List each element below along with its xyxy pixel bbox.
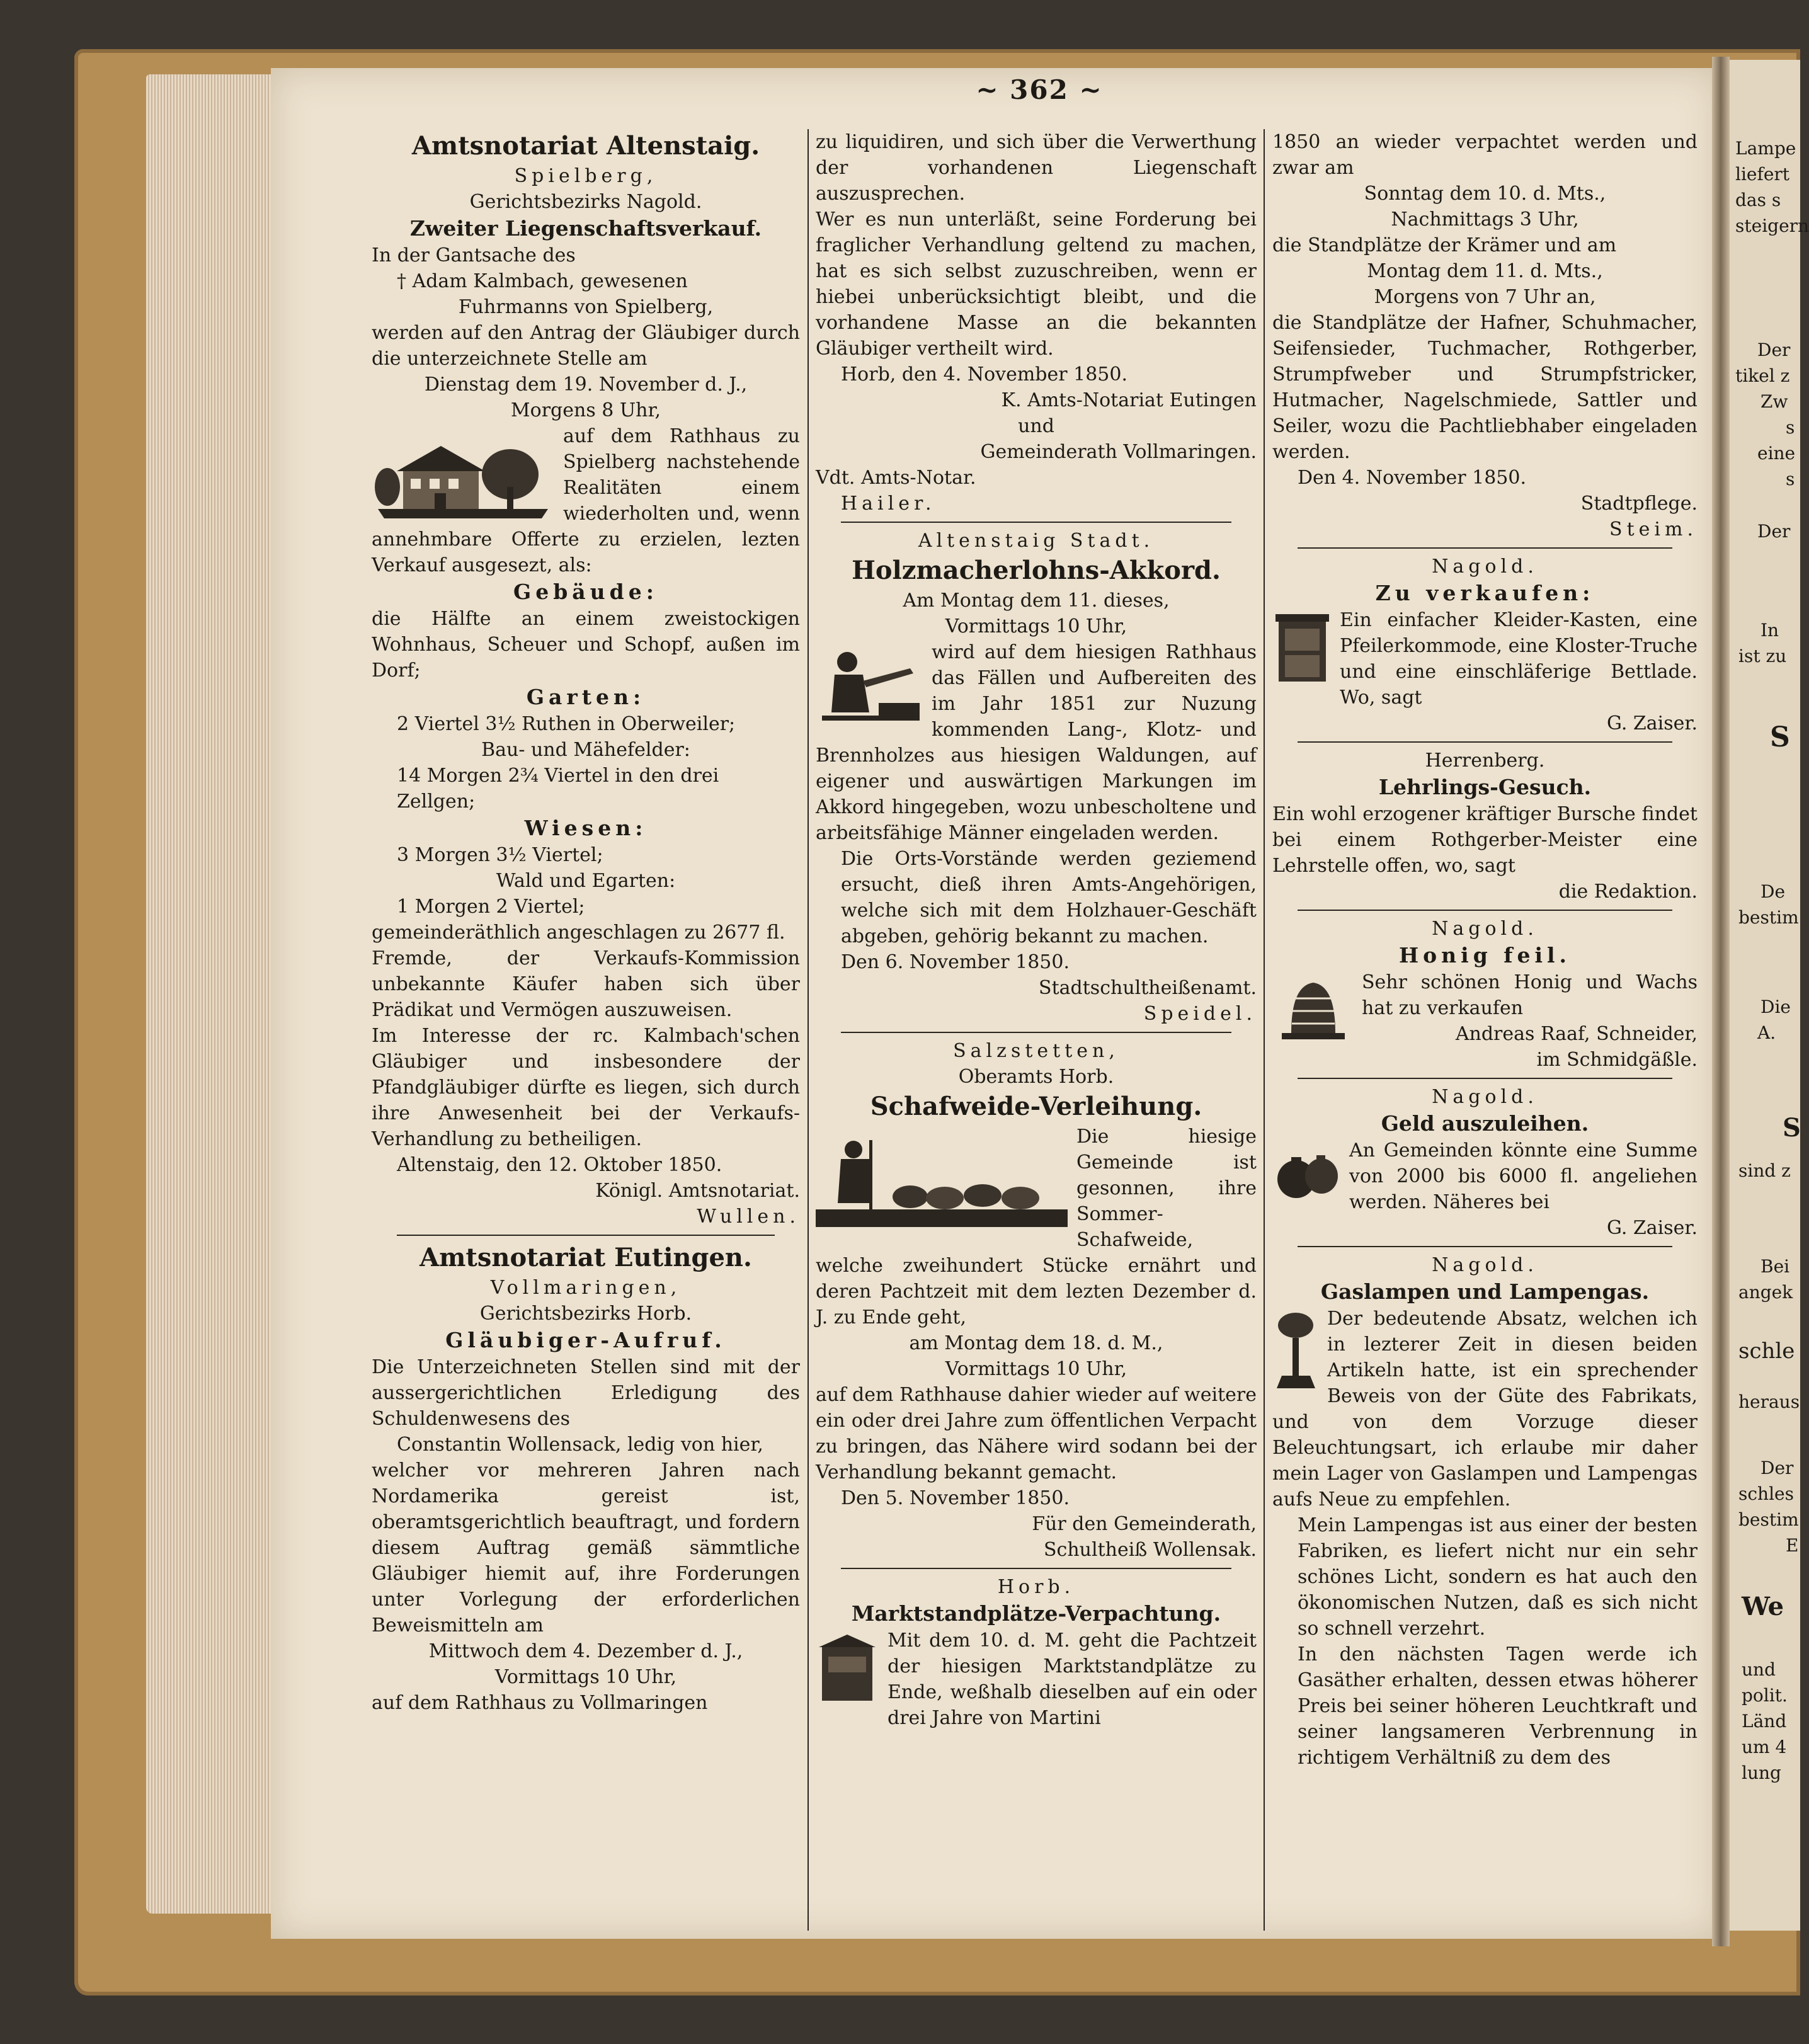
section-text: 1 Morgen 2 Viertel; [397,896,585,918]
text-line: Fuhrmanns von Spielberg, [458,296,714,318]
paragraph: 1850 an wieder verpachtet werden und zwar am [1272,131,1698,179]
notice-heading: Schafweide-Verleihung. [870,1092,1202,1121]
paragraph: zu liquidiren, und sich über die Verwerthung der vorhandenen Liegenschaft auszusprechen. [816,131,1257,205]
notice-altenstaig [372,129,800,1230]
edge-fragment: bestim [1738,907,1799,928]
merchant-address: im Schmidgäßle. [1536,1049,1698,1071]
office: Gemeinderath Vollmaringen. [980,441,1257,463]
edge-fragment: Lampe [1735,138,1796,159]
notice-eutingen-continued [816,129,1257,517]
column-2 [816,129,1257,1731]
auction-date: Dienstag dem 19. November d. J., [424,374,748,396]
edge-fragment: De [1760,881,1786,902]
section-text: 14 Morgen 2¾ Viertel in den drei Zellgen; [397,765,719,813]
office: K. Amts-Notariat Eutingen [1001,389,1257,411]
gas-lamp-vignette-icon [1272,1310,1320,1391]
edge-fragment: heraus [1738,1391,1800,1412]
text-line: Sonntag dem 10. d. Mts., [1364,183,1606,205]
office: Königl. Amtsnotariat. [595,1180,800,1202]
notice-divider [841,522,1231,523]
edge-fragment: Die [1760,996,1791,1017]
beehive-vignette-icon [1272,973,1354,1042]
notice-honig [1272,916,1698,1073]
notice-lehrling [1272,748,1698,905]
paragraph: auf dem Rathhause dahier wieder auf weitere ein oder drei Jahre zum öffentlichen Verpacht zu bringen, das Nähere wird sodann bei der Verhandlung bekannt gemacht. [816,1384,1257,1483]
edge-fragment: A. [1757,1022,1776,1043]
text-line: Vormittags 10 Uhr, [945,615,1127,637]
paragraph: werden auf den Antrag der Gläubiger durch die unterzeichnete Stelle am [372,322,800,370]
edge-fragment: E [1786,1535,1799,1556]
notice-divider [841,1568,1231,1569]
edge-fragment: S [1783,1113,1801,1143]
notice-place: Horb. [997,1576,1075,1598]
edge-fragment: und [1742,1659,1776,1680]
edge-fragment: sind z [1738,1160,1791,1181]
edge-fragment: tikel z [1735,365,1790,386]
paragraph: Im Interesse der rc. Kalmbach'schen Gläubiger und insbesondere der Pfandgläubiger dürfte es liegen, sich durch ihre Anwesenheit bei der Verkaufs-Verhandlung zu betheiligen. [372,1025,800,1150]
dateline: Den 4. November 1850. [1298,467,1527,489]
edge-fragment: In [1760,620,1779,641]
notice-schafweide [816,1038,1257,1563]
notice-place: Nagold. [1432,556,1538,578]
section-label: Wald und Egarten: [496,870,676,892]
edge-fragment: schles [1738,1483,1794,1504]
edge-fragment: bestim [1738,1509,1799,1530]
paragraph: Mein Lampengas ist aus einer der besten Fabriken, es liefert nicht nur ein sehr schönes Licht, sondern es hat auch den ökonomischen Nutzen, daß es sich nicht so schnell verzehrt. [1298,1514,1698,1640]
edge-fragment: Länd [1742,1711,1787,1732]
paragraph: Der bedeutende Absatz, welchen ich in lezterer Zeit in diesen beiden Artikeln hatte, ist ein sprechender Beweis von der Güte des Fabrikats, und von dem Vorzuge dieser Beleuchtungsart, ich erlaube mir daher mein Lager von Gaslampen und Lampengas aufs Neue zu empfehlen. [1272,1308,1698,1510]
merchant-name: Andreas Raaf, Schneider, [1455,1023,1698,1045]
edge-fragment: das s [1735,190,1781,210]
dateline: Den 5. November 1850. [841,1487,1070,1509]
notice-place: Spielberg, [514,165,658,187]
notice-horb-markt [816,1574,1257,1731]
edge-fragment: s [1786,417,1795,438]
notice-title: Amtsnotariat Eutingen. [419,1243,752,1272]
edge-fragment: Zw [1760,391,1788,412]
paragraph: Die Orts-Vorstände werden geziemend ersucht, dieß ihren Amts-Angehörigen, welche sich mit dem Holzhauer-Geschäft abgeben, gehörig bekannt zu machen. [841,848,1257,947]
notice-place: Altenstaig Stadt. [918,530,1155,552]
notice-district: Gerichtsbezirks Horb. [479,1303,692,1325]
edge-fragment: Der [1760,1458,1794,1478]
paragraph: Fremde, der Verkaufs-Kommission unbekannte Käufer haben sich über Prädikat und Vermögen auszuweisen. [372,947,800,1021]
notice-heading: Honig feil. [1398,943,1572,968]
notice-place: Vollmaringen, [490,1277,682,1299]
edge-fragment: ist zu [1738,646,1787,666]
text-line: Vormittags 10 Uhr, [945,1358,1127,1380]
edge-fragment: s [1786,469,1795,489]
notice-divider [841,1032,1231,1033]
hearing-time: Vormittags 10 Uhr, [494,1666,677,1688]
section-label: Wiesen: [524,816,648,840]
paragraph: Wer es nun unterläßt, seine Forderung bei fraglicher Verhandlung geltend zu machen, hat es sich selbst zuzuschreiben, wenn er hiebei unberücksichtigt bleibt, und die vorhandene Masse an die bekannten Gläubiger vertheilt wird. [816,208,1257,360]
text-line: Morgens von 7 Uhr an, [1374,286,1596,308]
section-text: 3 Morgen 3½ Viertel; [397,844,603,866]
column-1 [372,129,800,1716]
signature: Steim. [1609,518,1698,540]
notice-divider [1298,547,1672,549]
signature: G. Zaiser. [1606,712,1698,734]
signature: Hailer. [841,493,936,515]
notice-heading: Marktstandplätze-Verpachtung. [851,1601,1221,1626]
paragraph: Die Unterzeichneten Stellen sind mit der aussergerichtlichen Erledigung des Schuldenwesens des [372,1356,800,1430]
column-rule [807,129,809,1931]
auction-time: Morgens 8 Uhr, [510,399,661,421]
text-line: Vdt. Amts-Notar. [816,467,976,489]
edge-fragment: lung [1742,1762,1781,1783]
hearing-date: Mittwoch dem 4. Dezember d. J., [428,1640,743,1662]
notice-gaslampen [1272,1252,1698,1771]
woodcutter-vignette-icon [816,643,923,725]
notice-place: Nagold. [1432,918,1538,940]
edge-fragment: eine [1757,443,1796,464]
text-line: In der Gantsache des [372,244,576,266]
signature: Schultheiß Wollensak. [1043,1539,1257,1561]
notice-district: Gerichtsbezirks Nagold. [469,191,702,213]
paragraph: Die hiesige Gemeinde ist gesonnen, ihre Sommer-Schafweide, welche zweihundert Stücke ernährt und deren Pachtzeit mit dem lezten Dezember d. J. zu Ende geht, [816,1126,1257,1328]
edge-fragment: angek [1738,1282,1793,1303]
notice-holzmacher [816,528,1257,1027]
notice-divider [397,1235,775,1236]
edge-fragment: schle [1738,1339,1795,1364]
notice-heading: Zu verkaufen: [1375,581,1595,605]
wardrobe-vignette-icon [1272,611,1332,687]
office: Stadtschultheißenamt. [1039,977,1257,999]
signature: G. Zaiser. [1606,1217,1698,1239]
signature: Wullen. [697,1206,800,1228]
notice-heading: Gaslampen und Lampengas. [1320,1279,1650,1304]
shepherd-flock-vignette-icon [816,1128,1068,1228]
book-gutter [1712,57,1730,1946]
edge-fragment: Der [1757,521,1791,542]
notice-title: Amtsnotariat Altenstaig. [411,131,760,161]
notice-place: Nagold. [1432,1254,1538,1276]
notice-place: Salzstetten, [953,1040,1119,1062]
notice-place: Nagold. [1432,1086,1538,1108]
section-label: Garten: [526,685,646,709]
section-text: 2 Viertel 3½ Ruthen in Oberweiler; [397,713,736,735]
notice-heading: Geld auszuleihen. [1381,1111,1589,1136]
paragraph: Ein wohl erzogener kräftiger Bursche findet bei einem Rothgerber-Meister eine Lehrstelle offen, wo, sagt [1272,803,1698,877]
edge-fragment: um 4 [1742,1737,1787,1757]
notice-eutingen [372,1241,800,1716]
section-label: Bau- und Mähefelder: [481,739,690,761]
edge-fragment: Bei [1760,1256,1790,1277]
section-label: Gebäude: [513,580,658,604]
paragraph: In den nächsten Tagen werde ich Gasäther erhalten, dessen etwas höherer Preis bei seiner höheren Leuchtkraft und seiner langsameren Verbrennung in richtigem Verhältniß zu dem des [1298,1643,1698,1769]
column-rule [1264,129,1265,1931]
signature: Speidel. [1143,1003,1257,1025]
paragraph: auf dem Rathhaus zu Spielberg nachstehende Realitäten einem wiederholten und, wenn annehmbare Offerte zu erzielen, lezten Verkauf ausgesezt, als: [372,425,800,576]
page-number: ~ 362 ~ [976,74,1103,105]
notice-place: Herrenberg. [1425,750,1545,772]
notice-district: Oberamts Horb. [958,1066,1114,1088]
notice-divider [1298,741,1672,743]
text-line: † Adam Kalmbach, gewesenen [397,270,688,292]
paragraph: Mit dem 10. d. M. geht die Pachtzeit der hiesigen Marktstandplätze zu Ende, weßhalb dieselben auf ein oder drei Jahre von Martini [887,1630,1257,1729]
text-line: Am Montag dem 11. dieses, [903,590,1170,612]
paragraph: gemeinderäthlich angeschlagen zu 2677 fl. [372,922,785,944]
notice-divider [1298,910,1672,911]
edge-fragment: We [1742,1592,1784,1621]
text-line: Nachmittags 3 Uhr, [1391,208,1579,231]
edge-fragment: steigern [1735,215,1809,236]
edge-fragment: Der [1757,340,1791,360]
office: Für den Gemeinderath, [1032,1513,1257,1535]
notice-heading: Lehrlings-Gesuch. [1378,775,1592,799]
dateline: Horb, den 4. November 1850. [841,363,1127,385]
edge-fragment: polit. [1742,1685,1788,1706]
paragraph: Ein einfacher Kleider-Kasten, eine Pfeilerkommode, eine Kloster-Truche und eine einschläferige Bettlade. Wo, sagt [1340,609,1698,709]
office: Stadtpflege. [1580,493,1698,515]
section-text: die Hälfte an einem zweistockigen Wohnhaus, Scheuer und Schopf, außen im Dorf; [372,608,800,682]
paragraph: welcher vor mehreren Jahren nach Nordamerika gereist ist, oberamtsgerichtlich beauftragt, und fordern diesem Auftrag gemäß sämmtliche Gläubiger hiemit auf, ihre Forderungen unter Vorlegung der erforderlichen Beweismitteln am [372,1459,800,1636]
signature: die Redaktion. [1558,881,1698,903]
paragraph: Sehr schönen Honig und Wachs hat zu verkaufen [1362,971,1698,1019]
dateline: Den 6. November 1850. [841,951,1070,973]
notice-heading: Gläubiger-Aufruf. [445,1328,726,1352]
text-line: Constantin Wollensack, ledig von hier, [397,1434,763,1456]
paragraph: die Standplätze der Hafner, Schuhmacher, Seifensieder, Tuchmacher, Rothgerber, Strumpfweber und Strumpfstricker, Hutmacher, Nagelschmiede, Sattler und Seiler, wozu die Pachtliebhaber eingeladen werden. [1272,312,1698,463]
edge-fragment: S [1770,721,1790,753]
text-line: auf dem Rathhaus zu Vollmaringen [372,1692,708,1714]
dateline: Altenstaig, den 12. Oktober 1850. [397,1154,722,1176]
notice-horb-markt-continued [1272,129,1698,542]
text-line: und [1018,415,1054,437]
notice-divider [1298,1246,1672,1247]
money-bags-vignette-icon [1272,1141,1342,1204]
town-hall-vignette-icon [372,427,554,522]
paragraph: An Gemeinden könnte eine Summe von 2000 bis 6000 fl. angeliehen werden. Näheres bei [1349,1139,1698,1213]
notice-geld [1272,1084,1698,1241]
text-line: am Montag dem 18. d. M., [909,1332,1163,1354]
text-line: Montag dem 11. d. Mts., [1367,260,1603,282]
edge-fragment: liefert [1735,164,1790,185]
paragraph: die Standplätze der Krämer und am [1272,234,1617,256]
notice-heading: Zweiter Liegenschaftsverkauf. [409,216,762,241]
notice-zu-verkaufen [1272,554,1698,736]
market-stall-vignette-icon [816,1631,879,1704]
page-edges [146,74,272,1914]
column-3 [1272,129,1698,1771]
notice-heading: Holzmacherlohns-Akkord. [852,556,1221,585]
notice-divider [1298,1078,1672,1079]
paragraph: wird auf dem hiesigen Rathhaus das Fällen und Aufbereiten des im Jahr 1851 zur Nuzung kommenden Lang-, Klotz- und Brennholzes aus hiesigen Waldungen, auf eigener und auswärtigen Markungen im Akkord hingegeben, wozu unbescholtene und arbeitsfähige Männer eingeladen werden. [816,641,1257,844]
